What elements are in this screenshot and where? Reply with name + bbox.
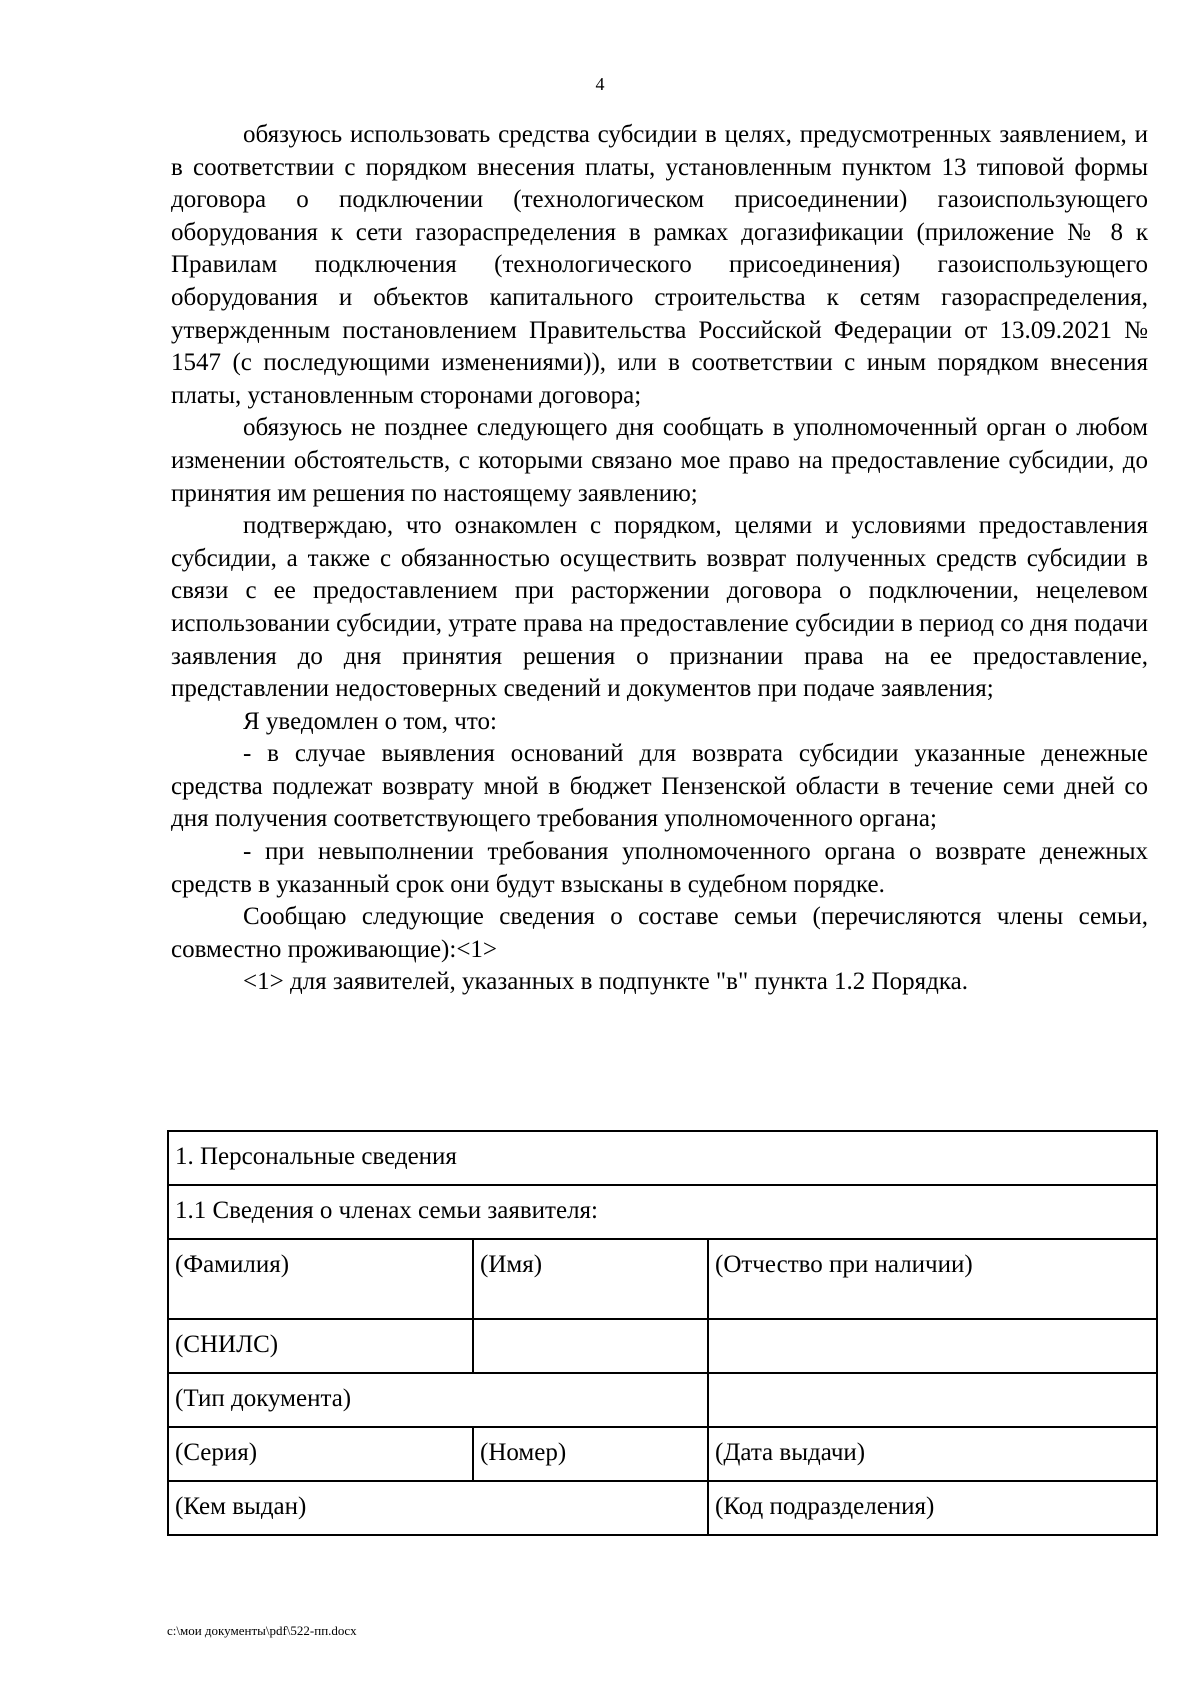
- section-title-cell: 1. Персональные сведения: [168, 1131, 1157, 1185]
- subsection-title-cell: 1.1 Сведения о членах семьи заявителя:: [168, 1185, 1157, 1239]
- paragraph-use-of-funds: обязуюсь использовать средства субсидии в целях, предусмотренных заявлением, и в соответствии с порядком внесения платы, установленным пунктом 13 типовой формы договора о подключении (технологическом присоединении) газоиспользующего оборудования к сети газораспределения в рамках догазификации (приложение № 8 к Правилам подключения (технологического присоединения) газоиспользующего оборудования и объектов капитального строительства к сетям газораспределения, утвержденным постановлением Правительства Российской Федерации от 13.09.2021 № 1547 (с последующими изменениями)), или в соответствии с иным порядком внесения платы, установленным сторонами договора;: [171, 121, 1148, 409]
- series-field[interactable]: (Серия): [168, 1427, 473, 1481]
- paragraph-confirmation: подтверждаю, что ознакомлен с порядком, целями и условиями предоставления субсидии, а также с обязанностью осуществить возврат полученных средств субсидии в связи с ее предоставлением при расторжении договора о подключении, нецелевом использовании субсидии, утрате права на предоставление субсидии в период со дня подачи заявления до дня принятия решения о признании права на ее предоставление, представлении недостоверных сведений и документов при подаче заявления;: [171, 512, 1148, 703]
- table-row: [168, 1239, 1157, 1319]
- snils-extra-cell[interactable]: [708, 1319, 1157, 1373]
- family-members-table: [167, 1130, 1158, 1536]
- table-row: [168, 1373, 1157, 1427]
- document-type-value-cell[interactable]: [708, 1373, 1157, 1427]
- issue-date-field[interactable]: (Дата выдачи): [708, 1427, 1157, 1481]
- number-field[interactable]: (Номер): [473, 1427, 708, 1481]
- table-row: [168, 1481, 1157, 1535]
- paragraph-refund-grounds: - в случае выявления оснований для возврата субсидии указанные денежные средства подлежат возврату мной в бюджет Пензенской области в течение семи дней со дня получения соответствующего требования уполномоченного органа;: [171, 740, 1148, 833]
- document-type-field[interactable]: (Тип документа): [168, 1373, 708, 1427]
- paragraph-notified-heading: Я уведомлен о том, что:: [243, 707, 497, 735]
- surname-field[interactable]: (Фамилия): [168, 1239, 473, 1319]
- paragraph-family-info: Сообщаю следующие сведения о составе семьи (перечисляются члены семьи, совместно проживающие):<1>: [171, 903, 1148, 963]
- table-row: [168, 1319, 1157, 1373]
- issued-by-field[interactable]: (Кем выдан): [168, 1481, 708, 1535]
- snils-field[interactable]: (СНИЛС): [168, 1319, 473, 1373]
- patronymic-field[interactable]: (Отчество при наличии): [708, 1239, 1157, 1319]
- table-row: [168, 1185, 1157, 1239]
- table-row: [168, 1427, 1157, 1481]
- name-field[interactable]: (Имя): [473, 1239, 708, 1319]
- footer-file-path: c:\мои документы\pdf\522-пп.docx: [167, 1623, 357, 1638]
- paragraph-notify-changes: обязуюсь не позднее следующего дня сообщать в уполномоченный орган о любом изменении обстоятельств, с которыми связано мое право на предоставление субсидии, до принятия им решения по настоящему заявлению;: [171, 414, 1148, 507]
- paragraph-footnote: <1> для заявителей, указанных в подпункте "в" пункта 1.2 Порядка.: [243, 968, 968, 996]
- page-number: 4: [595, 74, 605, 94]
- division-code-field[interactable]: (Код подразделения): [708, 1481, 1157, 1535]
- paragraph-refund-enforcement: - при невыполнении требования уполномоченного органа о возврате денежных средств в указанный срок они будут взысканы в судебном порядке.: [171, 838, 1148, 898]
- snils-value-cell[interactable]: [473, 1319, 708, 1373]
- table-row: [168, 1131, 1157, 1185]
- body-text: [171, 119, 1148, 999]
